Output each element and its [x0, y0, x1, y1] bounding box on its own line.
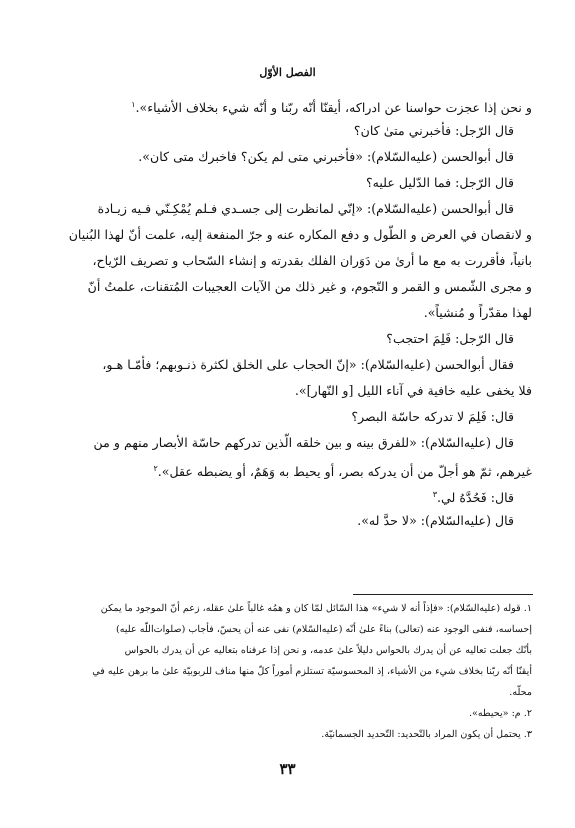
text-line: قال الرّجل: فَلِمَ احتجب؟ [386, 331, 514, 346]
text-line [42, 482, 532, 508]
footnote-line: ٣. يحتمل أن يكون المراد بالتّحديد: التّحديد الجسمانيّة. [321, 729, 532, 740]
chapter-header: الفصل الأوّل [259, 66, 316, 79]
text-line: قال (عليه‌السّلام): «لا حدَّ له». [357, 513, 514, 528]
footnote-line: إحساسه، فنفى الوجود عنه (تعالى) بناءً علىٰ أنّه (عليه‌السّلام) نفى عنه أن يحسّ، فأجاب (صلوات‌اللّه عليه) [115, 624, 532, 635]
text-line: فلا يخفى عليه خافية في آناء الليل [و النّهار]». [294, 383, 532, 398]
footnote-line: أيقنّا أنّه ربّنا بخلاف شيء من الأشياء، إذ المحسوسيّة تستلزم أموراً كلّ منها مناف للربوبيّة علىٰ ما برهن عليه في [92, 666, 532, 677]
main-text [42, 92, 532, 534]
text-line: فقال أبوالحسن (عليه‌السّلام): «إنّ الحجاب على الخلق لكثرة ذنـوبهم؛ فأمّـا هـو، [102, 357, 514, 372]
line-text: غيرهم، ثمّ هو أجلّ من أن يدركه بصر، أو يحيط به وَهَمٌ، أو يضبطه عقل». [157, 464, 532, 480]
footnote-line: محلّه. [509, 687, 532, 698]
footnotes [42, 598, 532, 745]
text-line: و مجرى الشّمس و القمر و النّجوم، و غير ذلك من الآيات العجيبات المُتقنات، علمتُ أنّ [87, 279, 532, 294]
text-line: قال (عليه‌السّلام): «للفرق بينه و بين خلقه الّذين تدركهم حاسّة الأبصار منهم و من [93, 435, 514, 450]
footnote-divider [353, 594, 533, 595]
text-line: و لانقصان في العرض و الطّول و دفع المكاره عنه و جرّ المنفعة إليه، علمت أنّ لهذا البُنيان [68, 227, 532, 242]
text-line: بانياً، فأقررت به مع ما أرىٰ من دَوَران الفلك بقدرته و إنشاء السّحاب و تصريف الرّياح، [92, 253, 532, 268]
text-line: قال: فَلِمَ لا تدركه حاسّة البصر؟ [351, 409, 514, 424]
footnote-marker-3: ٣ [432, 490, 438, 499]
text-line: قال أبوالحسن (عليه‌السّلام): «إنّي لمانظرت إلى جسـدي فـلم يُمْكِـنّي فـيه زيـادة [97, 201, 514, 216]
footnote-marker-1: ١ [131, 100, 136, 109]
text-line: قال الرّجل: فأخبرني متىٰ كان؟ [353, 123, 514, 138]
footnote-line: ١. قوله (عليه‌السّلام): «فإذاً أنه لا شيء» هذا السّائل لمّا كان و همُه غالباً علىٰ عقله، زعم أنّ الموجود ما يمكن [100, 603, 532, 614]
line-text: قال: فَحُدَّهُ لي. [437, 490, 514, 506]
footnote-marker-2: ٢ [153, 464, 158, 473]
text-line [42, 92, 532, 118]
text-line: قال أبوالحسن (عليه‌السّلام): «فأخبرني متى لم يكن؟ فاخبرك متى كان». [138, 149, 514, 164]
text-line: قال الرّجل: فما الدّليل عليه؟ [365, 175, 514, 190]
page-number: ٣٣ [279, 760, 296, 778]
text-line: لهذا مقدّراً و مُنشياً». [423, 305, 532, 320]
footnote-line: بأنّك جعلت تعاليه عن أن يدرك بالحواس دليلاً علىٰ عدمه، و نحن إذا عرفناه بتعاليه عن أن يدرك بالحواس [124, 645, 532, 656]
text-line [42, 456, 532, 482]
line-text: و نحن إذا عجزت حواسنا عن ادراكه، أيقنّا أنّه ربّنا و أنّه شيء بخلاف الأشياء». [135, 100, 532, 116]
footnote-line: ٢. م: «يحيطه». [468, 708, 532, 719]
